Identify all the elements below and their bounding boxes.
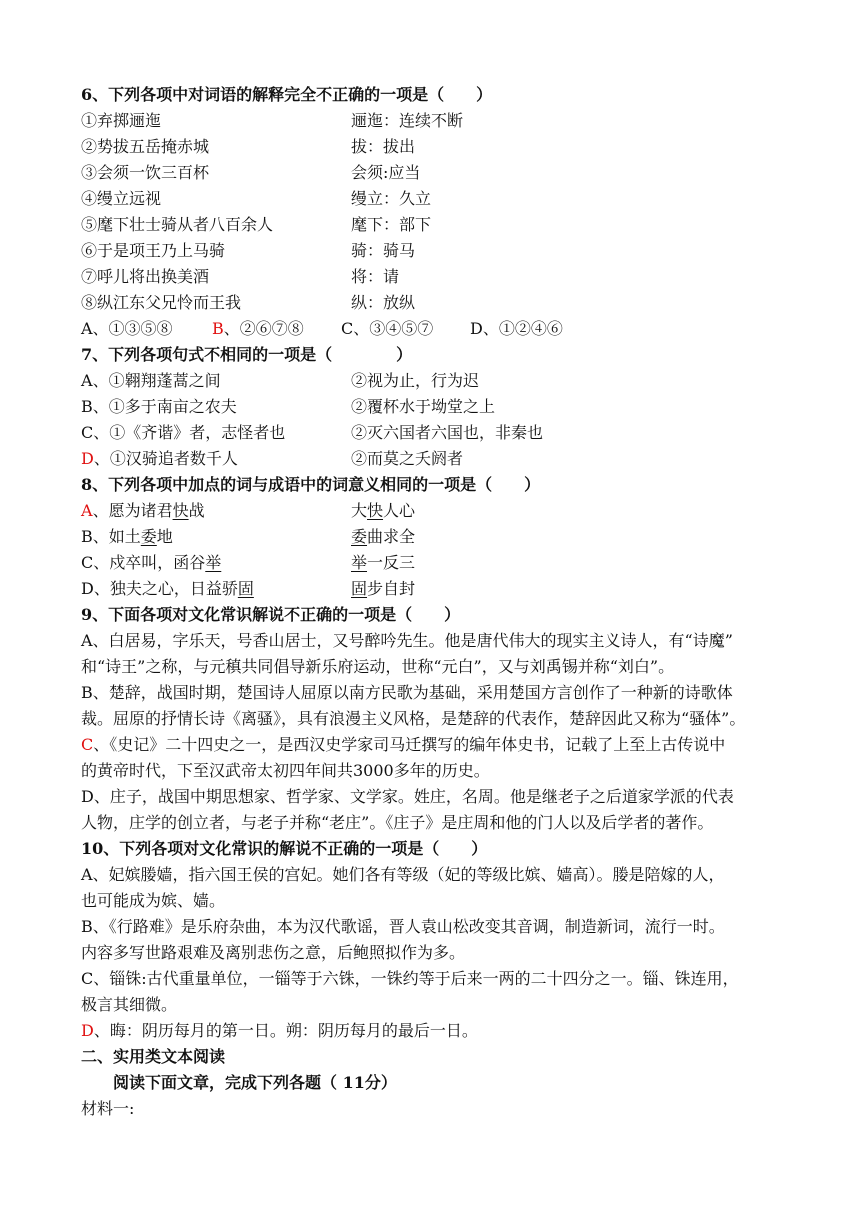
q6-item-5-gloss: 麾下：部下	[351, 215, 432, 234]
q6-option-c: C、③④⑤⑦	[341, 319, 434, 338]
dotted-word: 委	[140, 527, 157, 546]
dotted-word: 快	[172, 501, 189, 520]
q9-option-a-line1: A、白居易，字乐天，号香山居士，又号醉吟先生。他是唐代伟大的现实主义诗人，有“诗魔”	[81, 631, 733, 650]
dotted-word: 固	[237, 579, 254, 598]
q7-row-d-left: D、①汉骑追者数千人	[81, 449, 238, 468]
q6-item-2-gloss: 拔：拔出	[351, 137, 416, 156]
q6-item-7-phrase: ⑦呼儿将出换美酒	[81, 267, 210, 286]
q8-row-a-idiom: 大快人心	[351, 501, 416, 520]
q6-item-2-phrase: ②势拔五岳掩赤城	[81, 137, 210, 156]
q9-option-a-line2: 和“诗王”之称，与元稹共同倡导新乐府运动，世称“元白”，又与刘禹锡并称“刘白”。	[81, 657, 675, 676]
q8-row-b-sentence: B、如土委地	[81, 527, 173, 546]
section-heading: 二、实用类文本阅读	[81, 1047, 226, 1066]
q6-item-6-phrase: ⑥于是项王乃上马骑	[81, 241, 226, 260]
q10-option-a-line1: A、妃嫔媵嫱，指六国王侯的宫妃。她们各有等级（妃的等级比嫔、嫱高）。媵是陪嫁的人，	[81, 865, 725, 884]
q7-row-a-left: A、①翱翔蓬蒿之间	[81, 371, 221, 390]
q7-title: 7、下列各项句式不相同的一项是（ ）	[81, 345, 413, 364]
material-label: 材料一:	[81, 1099, 135, 1118]
section-instruction: 阅读下面文章，完成下列各题（ 11分）	[113, 1073, 397, 1092]
q7-row-d-right: ②而莫之夭阏者	[351, 449, 464, 468]
q7-row-b-right: ②覆杯水于坳堂之上	[351, 397, 496, 416]
q6-item-3-phrase: ③会须一饮三百杯	[81, 163, 210, 182]
q6-item-5-phrase: ⑤麾下壮士骑从者八百余人	[81, 215, 274, 234]
q8-row-c-sentence: C、戍卒叫，函谷举	[81, 553, 222, 572]
answer-mark: D	[81, 1021, 94, 1040]
answer-mark: D	[81, 449, 94, 468]
answer-mark: A	[81, 501, 93, 520]
q6-item-4-gloss: 缦立：久立	[351, 189, 432, 208]
q6-item-1-gloss: 逦迤：连续不断	[351, 111, 464, 130]
q10-option-b-line2: 内容多写世路艰难及离别悲伤之意，后鲍照拟作为多。	[81, 943, 466, 962]
q6-item-4-phrase: ④缦立远视	[81, 189, 162, 208]
q7-row-c-right: ②灭六国者六国也，非秦也	[351, 423, 544, 442]
q6-item-8-phrase: ⑧纵江东父兄怜而王我	[81, 293, 242, 312]
q8-row-b-idiom: 委曲求全	[351, 527, 416, 546]
q10-title: 10、下列各项对文化常识的解说不正确的一项是（ ）	[81, 839, 488, 858]
q8-row-a-sentence: A、愿为诸君快战	[81, 501, 205, 520]
q10-option-d: D、晦：阴历每月的第一日。朔：阴历每月的最后一日。	[81, 1021, 478, 1040]
q6-item-3-gloss: 会须:应当	[351, 163, 421, 182]
q10-option-c-line1: C、锱铢:古代重量单位，一锱等于六铢，一铢约等于后来一两的二十四分之一。锱、铢连用，	[81, 969, 739, 988]
answer-mark: C	[81, 735, 94, 754]
q7-row-a-right: ②视为止，行为迟	[351, 371, 480, 390]
q10-option-c-line2: 极言其细微。	[81, 995, 178, 1014]
q8-row-c-idiom: 举一反三	[351, 553, 416, 572]
q6-item-1-phrase: ①弃掷逦迤	[81, 111, 162, 130]
q6-option-a: A、①③⑤⑧	[81, 319, 173, 338]
q6-item-8-gloss: 纵：放纵	[351, 293, 416, 312]
q6-option-d: D、①②④⑥	[470, 319, 563, 338]
q8-title: 8、下列各项中加点的词与成语中的词意义相同的一项是（ ）	[81, 475, 541, 494]
q9-option-d-line1: D、庄子，战国中期思想家、哲学家、文学家。姓庄，名周。他是继老子之后道家学派的代表	[81, 787, 734, 806]
q9-option-b-line1: B、楚辞，战国时期，楚国诗人屈原以南方民歌为基础，采用楚国方言创作了一种新的诗歌体	[81, 683, 733, 702]
q6-option-b: B、②⑥⑦⑧	[212, 319, 304, 338]
q9-title: 9、下面各项对文化常识解说不正确的一项是（ ）	[81, 605, 461, 624]
answer-mark: B	[212, 319, 224, 338]
q10-option-b-line1: B、《行路难》是乐府杂曲，本为汉代歌谣，晋人袁山松改变其音调，制造新词，流行一时。	[81, 917, 725, 936]
q6-item-7-gloss: 将：请	[351, 267, 400, 286]
q7-row-b-left: B、①多于南亩之农夫	[81, 397, 237, 416]
q9-option-b-line2: 裁。屈原的抒情长诗《离骚》，具有浪漫主义风格，是楚辞的代表作，楚辞因此又称为“骚体”。	[81, 709, 746, 728]
q9-option-c-line1: C、《史记》二十四史之一，是西汉史学家司马迁撰写的编年体史书，记载了上至上古传说中	[81, 735, 726, 754]
q8-row-d-idiom: 固步自封	[351, 579, 416, 598]
q6-title: 6、下列各项中对词语的解释完全不正确的一项是（ ）	[81, 85, 493, 104]
q9-option-c-line2: 的黄帝时代，下至汉武帝太初四年间共3000多年的历史。	[81, 761, 490, 780]
q7-row-c-left: C、①《齐谐》者，志怪者也	[81, 423, 286, 442]
q8-row-d-sentence: D、独夫之心，日益骄固	[81, 579, 254, 598]
q10-option-a-line2: 也可能成为嫔、嫱。	[81, 891, 226, 910]
q9-option-d-line2: 人物，庄学的创立者，与老子并称“老庄”。《庄子》是庄周和他的门人以及后学者的著作。	[81, 813, 714, 832]
dotted-word: 举	[205, 553, 222, 572]
q6-item-6-gloss: 骑：骑马	[351, 241, 416, 260]
